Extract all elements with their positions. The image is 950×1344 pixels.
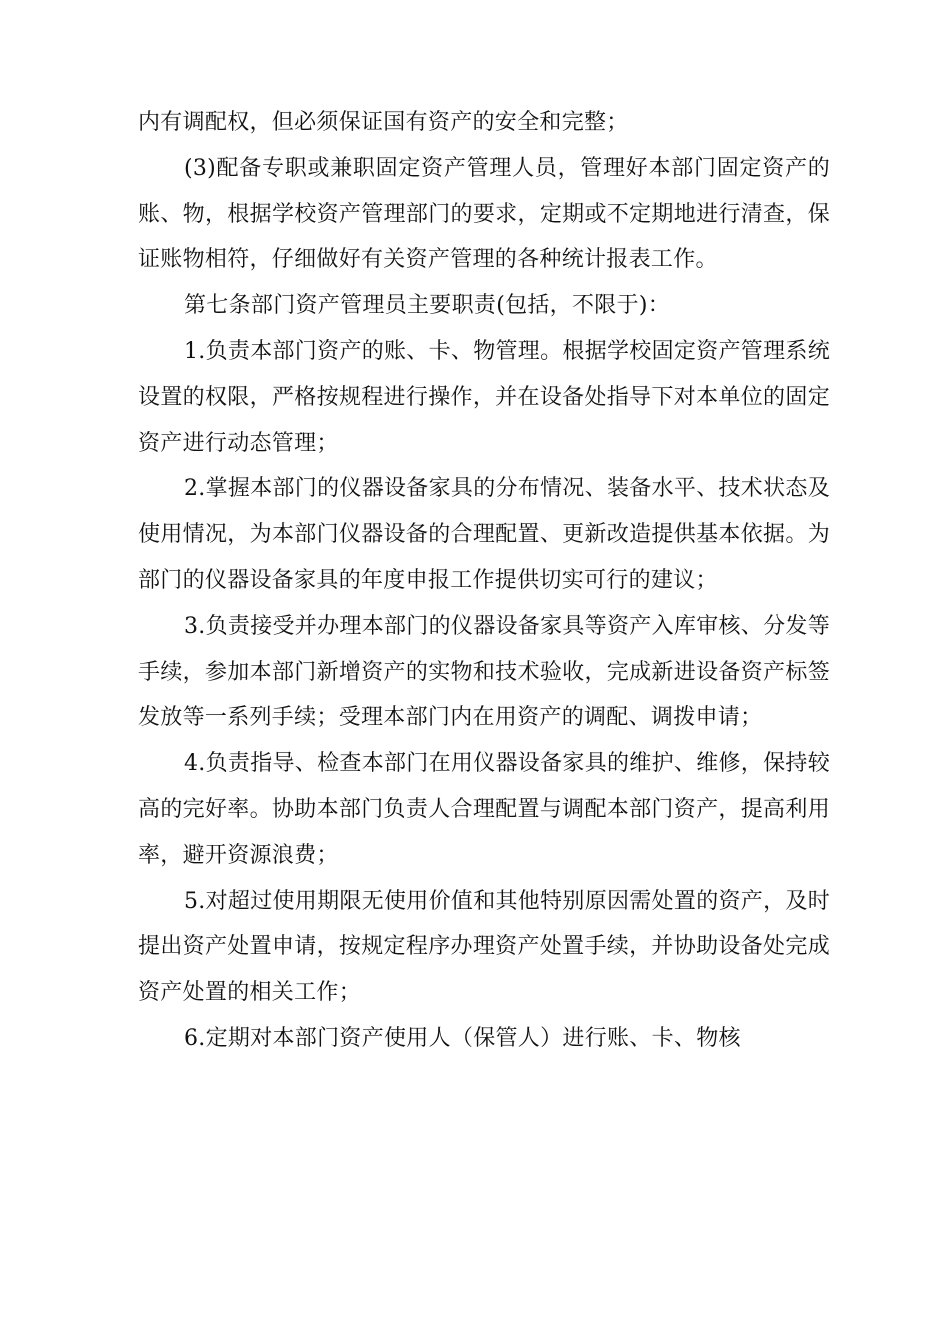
paragraph-continuation: 内有调配权，但必须保证国有资产的安全和完整； xyxy=(138,110,629,135)
document-page xyxy=(138,100,830,1062)
paragraph-item-3: (3)配备专职或兼职固定资产管理人员，管理好本部门固定资产的账、物，根据学校资产管理部门的要求，定期或不定期地进行清查，保证账物相符，仔细做好有关资产管理的各种统计报表工作。 xyxy=(138,155,830,273)
paragraph-duty-6: 6.定期对本部门资产使用人（保管人）进行账、卡、物核 xyxy=(184,1025,741,1051)
paragraph-duty-1: 1.负责本部门资产的账、卡、物管理。根据学校固定资产管理系统设置的权限，严格按规程进行操作，并在设备处指导下对本单位的固定资产进行动态管理； xyxy=(138,338,830,456)
paragraph-duty-4: 4.负责指导、检查本部门在用仪器设备家具的维护、维修，保持较高的完好率。协助本部门负责人合理配置与调配本部门资产，提高利用率，避开资源浪费； xyxy=(138,751,830,868)
paragraph-duty-3: 3.负责接受并办理本部门的仪器设备家具等资产入库审核、分发等手续，参加本部门新增资产的实物和技术验收，完成新进设备资产标签发放等一系列手续；受理本部门内在用资产的调配、调拨申请； xyxy=(138,613,830,731)
paragraph-article-7: 第七条部门资产管理员主要职责(包括，不限于)： xyxy=(184,293,671,319)
paragraph-duty-2: 2.掌握本部门的仪器设备家具的分布情况、装备水平、技术状态及使用情况，为本部门仪器设备的合理配置、更新改造提供基本依据。为部门的仪器设备家具的年度申报工作提供切实可行的建议； xyxy=(138,476,830,593)
paragraph-duty-5: 5.对超过使用期限无使用价值和其他特别原因需处置的资产，及时提出资产处置申请，按规定程序办理资产处置手续，并协助设备处完成资产处置的相关工作； xyxy=(138,888,830,1006)
